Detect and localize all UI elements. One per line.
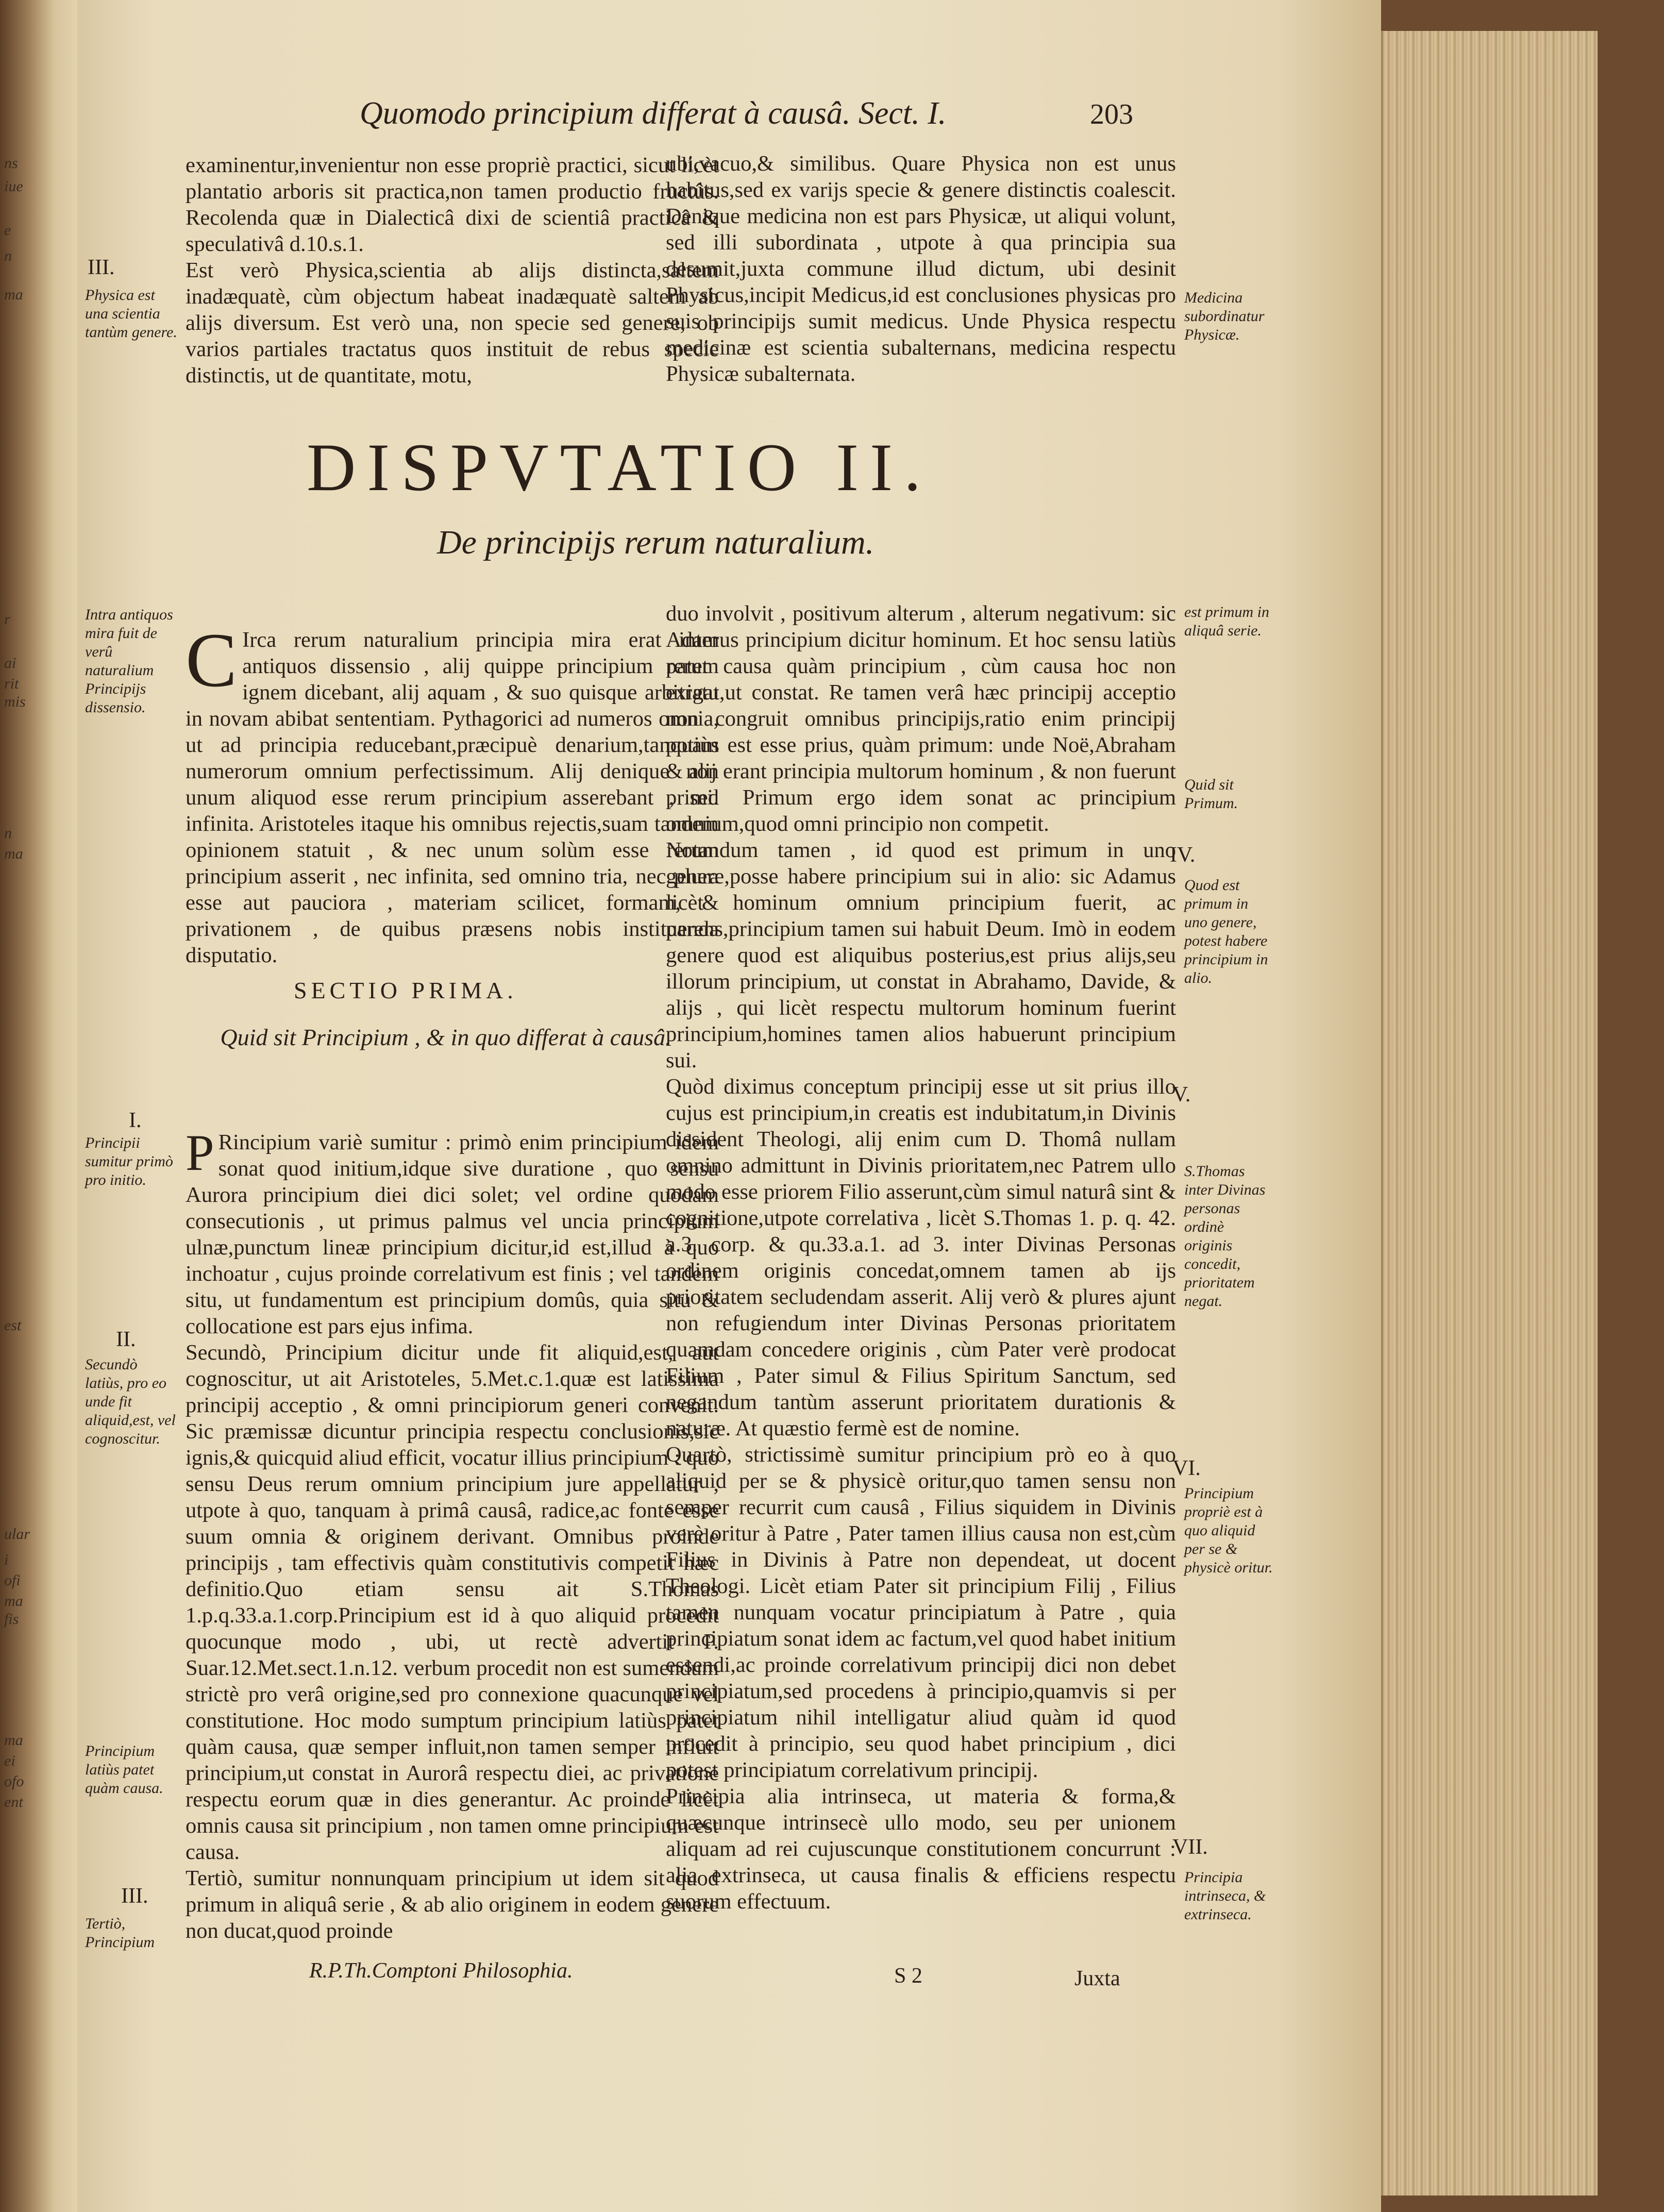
background-shadow: [1598, 0, 1664, 2212]
margin-note: Physica est una scientia tantùm genere.: [85, 287, 177, 341]
section-question: Quid sit Principium , & in quo differat à causâ.: [220, 1024, 671, 1050]
left-fragment: r: [4, 611, 10, 628]
left-fragment: ma: [4, 845, 23, 862]
left-fragment: e: [4, 222, 11, 239]
left-fragment: ofi: [4, 1572, 21, 1589]
column-1-top-text: examinentur,invenientur non esse propriè practici, sicut licèt plantatio arboris sit practica,non tamen productio fructûs. Recolenda quæ in Dialecticâ dixi de scientiâ practicâ & speculativâ d.10.s.1. Est verò Physica,scientia ab alijs distincta,saltem inadæquatè, cùm objectum habeat inadæquatè saltem ab alijs diversum. Est verò una, non specie sed genere, ob varios partiales tractatus quos instituit de rebus specie distinctis, ut de quantitate, motu,: [186, 153, 719, 388]
left-fragment: ma: [4, 1593, 23, 1610]
intro-text: Irca rerum naturalium principia mira erat inter antiquos dissensio , alij quippe principium rerum ignem dicebant, alij aquam , & suo quisque arbitratu in novam abibat sententiam. Pythagorici ad numeros omnia, ut ad principia reducebant,præcipuè denarium,tanquam numerorum omnium perfectissimum. Alij denique non unum aliquod esse rerum principium asserebant , sed infinita. Aristoteles itaque his omnibus rejectis,suam tandem opinionem statuit , & nec unum solùm esse rerum principium asserit , nec infinita, sed omnino tria, nec plura esse aut pauciora , materiam scilicet, formam, & privationem , de quibus præsens nobis instituenda disputatio.: [186, 628, 719, 967]
margin-note: Principii sumitur primò pro initio.: [85, 1134, 173, 1188]
left-fragment: ai: [4, 655, 16, 672]
margin-number: III.: [88, 256, 115, 279]
margin-number: V.: [1172, 1083, 1191, 1107]
catchword: Juxta: [1074, 1967, 1120, 1990]
margin-note: Intra antiquos mira fuit de verû naturalium Principijs dissensio.: [85, 606, 173, 716]
left-fragment: ma: [4, 286, 23, 303]
column-2-main-text: duo involvit , positivum alterum , alterum negativum: sic Adamus principium dicitur hominum. Et hoc sensu latiùs patet causa quàm principium , cùm causa hoc non exigat,ut constat. Re tamen verâ hæc principij acceptio non congruit omnibus principijs,ratio enim principij potiùs est esse prius, quàm primum: unde Noë,Abraham & alij erant principia multorum hominum , & non fuerunt primi. Primum ergo idem sonat ac principium omnium,quod omni principio non competit. Notandum tamen , id quod est primum in uno genere,posse habere principium sui in alio: sic Adamus licèt hominum omnium principium fuerit, ac parens,principium tamen sui habuit Deum. Imò in eodem genere quod est aliquibus posterius,est prius alijs,seu illorum principium, ut constat in Abrahamo, Davide, & alijs , qui licèt respectu multorum hominum fuerint principium,homines tamen alios habuerunt principium sui. Quòd diximus conceptum principij esse ut sit prius illo cujus est principium,in creatis est indubitatum,in Divinis dissident Theologi, alij enim cum D. Thomâ nullam omnino admittunt in Divinis prioritatem,nec Patrem ullo modo esse priorem Filio asserunt,cùm simul naturâ sint & cognitione,utpote correlativa , licèt S.Thomas 1. p. q. 42. a.3. corp. & qu.33.a.1. ad 3. inter Divinas Personas ordinem originis concedat,omnem tamen ab ijs prioritatem secludendam asserit. Alij verò & plures ajunt non refugiendum inter Divinas Personas prioritatem quamdam concedere originis , cùm Pater verè prodocat Filium , Pater simul & Filius Spiritum Sanctum, sed negandum tantùm asserunt prioritatem durationis & naturæ. At quæstio fermè est de nomine. Quartò, strictissimè sumitur principium prò eo à quo aliquid per se & physicè oritur,quo tamen sensu non semper recurrit cum causâ , Filius siquidem in Divinis verè oritur à Patre , Pater tamen illius causa non est,cùm Filius in Divinis à Patre non dependeat, ut docent Theologi. Licèt etiam Pater sit principium Filij , Filius tamen nunquam vocatur principiatum à Patre , quia principiatum sonat idem ac factum,vel quod habet initium essendi,ac proinde correlativum principij dici non debet principiatum,sed procedens à principio,quamvis si per principiatum nihil intelligatur aliud quàm id quod procedit à principio, seu quod habet principium , dici potest principiatum correlativum principij. Principia alia intrinseca, ut materia & forma,& quæcunque intrinsecè ullo modo, seu per unionem aliquam ad rei cujuscunque constitutionem concurrunt : alia extrinseca, ut causa finalis & efficiens respectu suorum effectuum.: [666, 601, 1176, 1914]
left-fragment: i: [4, 1551, 9, 1568]
section-heading: SECTIO PRIMA.: [294, 977, 517, 1003]
left-fragment: fis: [4, 1611, 19, 1628]
margin-number: VI.: [1172, 1456, 1201, 1480]
left-fragment: ular: [4, 1526, 30, 1543]
left-fragment: rit: [4, 675, 19, 692]
margin-note: S.Thomas inter Divinas personas ordinè originis concedit, prioritatem negat.: [1184, 1163, 1266, 1310]
margin-note: est primum in aliquâ serie.: [1184, 604, 1269, 639]
left-fragment: ns: [4, 155, 18, 172]
page-number: 203: [1090, 98, 1133, 130]
margin-note: Principium propriè est à quo aliquid per se & physicè oritur.: [1184, 1485, 1273, 1576]
section-1-body: Rincipium variè sumitur : primò enim principium idem sonat quod initium,idque sive duratione , quo sensu Aurora principium diei dici solet; vel ordine quodam consecutionis , ut primus palmus vel uncia principium ulnæ,punctum lineæ principium dicitur,id est,illud à quo inchoatur , cujus proinde correlativum est finis ; vel tandem situ, ut fundamentum est principium domûs, quia situ & collocatione est pars ejus infima. Secundò, Principium dicitur unde fit aliquid,est, aut cognoscitur, ut ait Aristoteles, 5.Met.c.1.quæ est latissima principij acceptio , & omni principiorum generi convenit. Sic præmissæ dicuntur principia respectu conclusionis,sic ignis,& quicquid aliud efficit, vocatur illius principium : quo sensu Deus rerum omnium principium jure appellatur , utpote à quo, tanquam à primâ causâ, radice,ac fonte esse suum omnia & originem derivant. Omnibus proinde principijs , tam effectivis quàm constitutivis competit hæc definitio.Quo etiam sensu ait S.Thomas 1.p.q.33.a.1.corp.Principium est id à quo aliquid procedit quocunque modo , ubi, ut rectè advertit P. Suar.12.Met.sect.1.n.12. verbum procedit non est sumendum strictè pro verâ origine,sed pro connexione quacunque vel constitutione. Hoc modo sumptum principium latiùs patet quàm causa, quæ semper influit,non tamen semper influit principium,ut constat in Aurorâ respectu diei, ac privatione respectu eorum quæ in dies generantur. Ac proinde licèt omnis causa sit principium , non tamen omne principium est causa. Tertiò, sumitur nonnunquam principium ut idem sit quod primum in aliquâ serie , & ab alio originem in eodem genere non ducat,quod proinde: [186, 1130, 719, 1943]
disputatio-subtitle: De principijs rerum naturalium.: [437, 524, 875, 561]
margin-note: Principium latiùs patet quàm causa.: [85, 1742, 163, 1797]
column-2-top-text: ubi,vacuo,& similibus. Quare Physica non est unus habitus,sed ex varijs specie & genere distinctis coalescit. Denique medicina non est pars Physicæ, ut aliqui volunt, sed illi subordinata , utpote à qua principia sua desumit,juxta commune illud dictum, ubi desinit Physicus,incipit Medicus,id est conclusiones physicas pro suis principijs sumit medicus. Unde Physica respectu medicinæ est scientia subalternans, medicina respectu Physicæ subalternata.: [666, 152, 1176, 386]
book-page: [77, 0, 1381, 2212]
margin-note: Quid sit Primum.: [1184, 776, 1238, 812]
left-fragment: n: [4, 825, 12, 842]
margin-note: Tertiò, Principium: [85, 1915, 155, 1951]
left-fragment: iue: [4, 178, 23, 195]
previous-page-edge: [0, 0, 77, 2212]
section-1-text: [186, 1103, 719, 1944]
left-fragment: mis: [4, 693, 26, 710]
running-title: Quomodo principium differat à causâ. Sect. I.: [360, 96, 947, 131]
margin-number: II.: [116, 1328, 136, 1351]
page-block-edge: [1381, 31, 1600, 2196]
book-title-footer: R.P.Th.Comptoni Philosophia.: [309, 1959, 573, 1983]
left-fragment: ei: [4, 1752, 15, 1769]
signature-mark: S 2: [894, 1964, 922, 1988]
intro-paragraph: [186, 600, 719, 968]
margin-note: Secundò latiùs, pro eo unde fit aliquid,est, vel cognoscitur.: [85, 1356, 176, 1447]
margin-number: III.: [121, 1884, 148, 1908]
drop-cap: C: [186, 617, 238, 703]
margin-number: VII.: [1172, 1835, 1208, 1859]
margin-note: Principia intrinseca, & extrinseca.: [1184, 1869, 1266, 1923]
margin-number: IV.: [1170, 843, 1196, 867]
left-fragment: n: [4, 247, 12, 264]
left-fragment: ma: [4, 1732, 23, 1749]
margin-number: I.: [129, 1109, 142, 1132]
margin-note: Medicina subordinatur Physicæ.: [1184, 289, 1265, 343]
left-fragment: est: [4, 1317, 22, 1334]
disputatio-title: DISPVTATIO II.: [307, 429, 933, 505]
margin-note: Quod est primum in uno genere, potest habere principium in alio.: [1184, 877, 1268, 986]
left-fragment: ofo: [4, 1773, 24, 1790]
drop-cap: P: [186, 1124, 214, 1181]
left-fragment: ent: [4, 1794, 23, 1811]
